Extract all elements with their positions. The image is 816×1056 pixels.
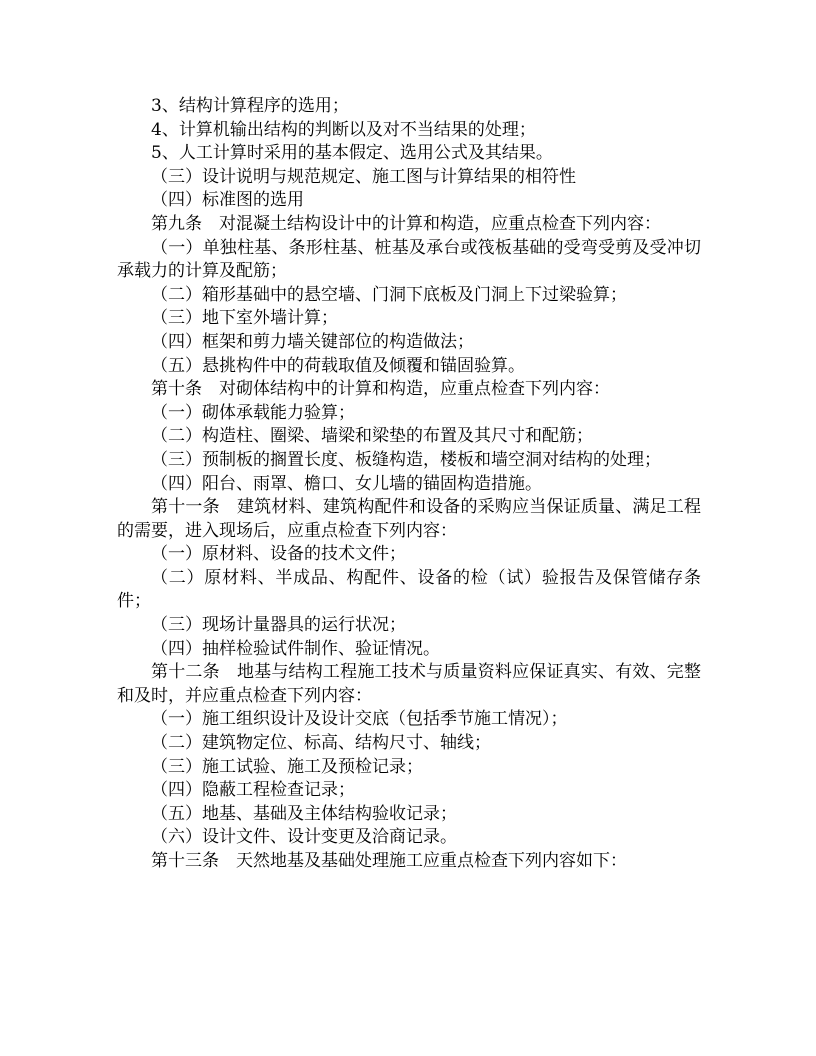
paragraph: （二）建筑物定位、标高、结构尺寸、轴线； xyxy=(151,733,491,754)
paragraph: （三）施工试验、施工及预检记录； xyxy=(151,756,423,777)
article-heading: 第十条 对砌体结构中的计算和构造，应重点检查下列内容： xyxy=(151,379,610,400)
paragraph: （二）箱形基础中的悬空墙、门洞下底板及门洞上下过梁验算； xyxy=(151,284,627,305)
article-heading: 第九条 对混凝土结构设计中的计算和构造，应重点检查下列内容： xyxy=(151,213,661,234)
paragraph: （六）设计文件、设计变更及洽商记录。 xyxy=(151,827,457,848)
paragraph: （五）悬挑构件中的荷载取值及倾覆和锚固验算。 xyxy=(151,355,525,376)
paragraph: 3、结构计算程序的选用； xyxy=(151,96,349,116)
paragraph: （一）砌体承载能力验算； xyxy=(151,402,355,423)
paragraph: （四）阳台、雨罩、檐口、女儿墙的锚固构造措施。 xyxy=(151,473,542,494)
paragraph: （三）现场计量器具的运行状况； xyxy=(151,615,406,636)
paragraph: 5、人工计算时采用的基本假定、选用公式及其结果。 xyxy=(151,143,553,164)
article-heading: 第十三条 天然地基及基础处理施工应重点检查下列内容如下： xyxy=(151,851,627,871)
paragraph: （四）标准图的选用 xyxy=(151,190,304,211)
paragraph: （一）单独柱基、条形柱基、桩基及承台或筏板基础的受弯受剪及受冲切承载力的计算及配筋； xyxy=(117,237,701,282)
paragraph: （二）构造柱、圈梁、墙梁和梁垫的布置及其尺寸和配筋； xyxy=(151,426,593,447)
paragraph: （三）设计说明与规范规定、施工图与计算结果的相符性 xyxy=(151,166,576,187)
paragraph: （二）原材料、半成品、构配件、设备的检（试）验报告及保管储存条件； xyxy=(117,567,701,612)
paragraph: （三）预制板的搁置长度、板缝构造，楼板和墙空洞对结构的处理； xyxy=(151,449,661,470)
paragraph: （三）地下室外墙计算； xyxy=(151,308,338,329)
article-heading: 第十一条 建筑材料、建筑构配件和设备的采购应当保证质量、满足工程的需要，进入现场后，应重点检查下列内容： xyxy=(117,497,701,541)
paragraph: （一）施工组织设计及设计交底（包括季节施工情况）； xyxy=(151,709,568,730)
paragraph: （五）地基、基础及主体结构验收记录； xyxy=(151,803,457,824)
document-body xyxy=(117,95,701,874)
article-heading: 第十二条 地基与结构工程施工技术与质量资料应保证真实、有效、完整和及时，并应重点检查下列内容： xyxy=(117,662,701,706)
paragraph: （四）抽样检验试件制作、验证情况。 xyxy=(151,638,440,659)
paragraph: （四）框架和剪力墙关键部位的构造做法； xyxy=(151,331,474,352)
paragraph: （一）原材料、设备的技术文件； xyxy=(151,544,406,565)
paragraph: （四）隐蔽工程检查记录； xyxy=(151,780,355,801)
paragraph: 4、计算机输出结构的判断以及对不当结果的处理； xyxy=(151,119,536,140)
